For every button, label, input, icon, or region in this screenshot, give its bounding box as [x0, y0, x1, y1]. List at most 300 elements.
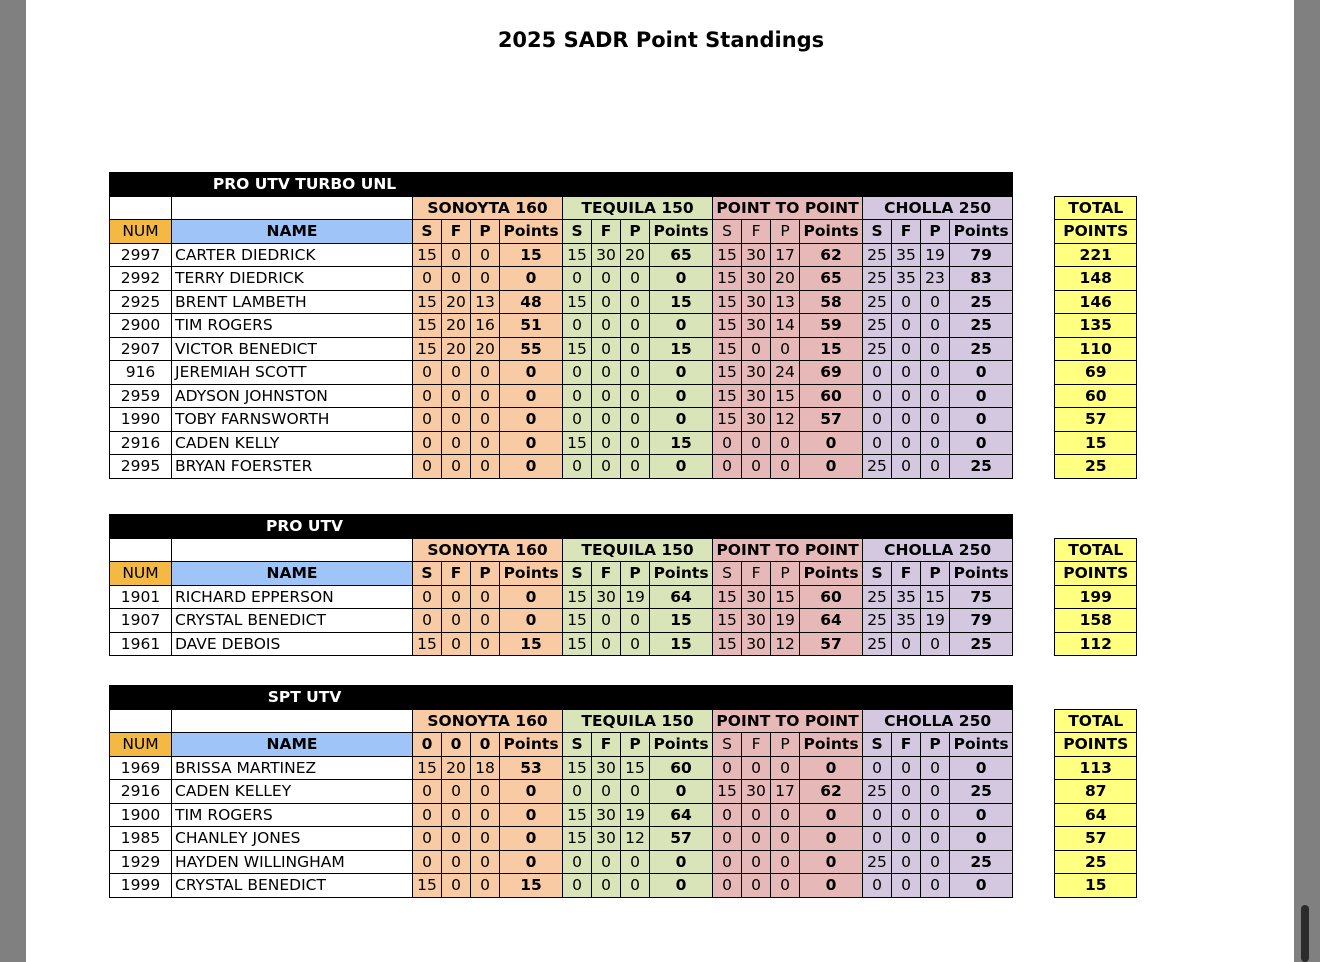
subheader-cell: S — [713, 733, 742, 757]
score-cell: 0 — [471, 267, 500, 291]
race-header: SONOYTA 160 — [413, 709, 563, 733]
subheader-cell: S — [713, 220, 742, 244]
race-header: CHOLLA 250 — [863, 196, 1013, 220]
total-cell: 113 — [1055, 756, 1137, 780]
score-cell: 0 — [442, 243, 471, 267]
score-cell: 0 — [471, 243, 500, 267]
score-cell: 0 — [413, 609, 442, 633]
total-cell: 15 — [1055, 431, 1137, 455]
score-cell: 19 — [621, 803, 650, 827]
points-cell: 25 — [950, 780, 1013, 804]
score-cell: 12 — [621, 827, 650, 851]
score-cell: 0 — [592, 609, 621, 633]
score-cell: 0 — [413, 431, 442, 455]
name-cell: CHANLEY JONES — [172, 827, 413, 851]
score-cell: 0 — [563, 267, 592, 291]
score-cell: 0 — [621, 850, 650, 874]
score-cell: 15 — [563, 756, 592, 780]
score-cell: 0 — [621, 609, 650, 633]
score-cell: 15 — [413, 632, 442, 656]
score-cell: 0 — [921, 314, 950, 338]
score-cell: 30 — [742, 609, 771, 633]
score-cell: 25 — [863, 850, 892, 874]
score-cell: 30 — [742, 243, 771, 267]
total-cell: 146 — [1055, 290, 1137, 314]
subheader-cell: P — [771, 562, 800, 586]
total-cell: 110 — [1055, 337, 1137, 361]
score-cell: 18 — [471, 756, 500, 780]
total-header: TOTAL — [1055, 196, 1137, 220]
score-cell: 0 — [892, 290, 921, 314]
score-cell: 0 — [713, 827, 742, 851]
score-cell: 30 — [592, 585, 621, 609]
score-cell: 0 — [771, 827, 800, 851]
points-cell: 15 — [650, 632, 713, 656]
score-cell: 0 — [771, 874, 800, 898]
name-cell: CRYSTAL BENEDICT — [172, 609, 413, 633]
score-cell: 15 — [413, 874, 442, 898]
points-cell: 0 — [800, 756, 863, 780]
score-cell: 0 — [471, 585, 500, 609]
score-cell: 15 — [713, 243, 742, 267]
score-cell: 15 — [563, 290, 592, 314]
score-cell: 0 — [413, 850, 442, 874]
points-cell: 15 — [650, 431, 713, 455]
score-cell: 0 — [442, 361, 471, 385]
standings-table — [109, 172, 1137, 479]
score-cell: 0 — [713, 756, 742, 780]
score-cell: 0 — [742, 850, 771, 874]
score-cell: 24 — [771, 361, 800, 385]
score-cell: 0 — [742, 431, 771, 455]
subheader-cell: F — [892, 733, 921, 757]
points-cell: 15 — [500, 243, 563, 267]
table-row — [110, 267, 1137, 291]
score-cell: 0 — [592, 384, 621, 408]
num-cell: 1961 — [110, 632, 172, 656]
points-cell: 60 — [650, 756, 713, 780]
points-cell: 25 — [950, 337, 1013, 361]
name-cell: TERRY DIEDRICK — [172, 267, 413, 291]
points-cell: 15 — [650, 609, 713, 633]
table-row — [110, 756, 1137, 780]
subheader-cell: F — [892, 562, 921, 586]
num-cell: 916 — [110, 361, 172, 385]
score-cell: 0 — [742, 337, 771, 361]
score-cell: 0 — [621, 314, 650, 338]
score-cell: 0 — [413, 267, 442, 291]
score-cell: 30 — [742, 267, 771, 291]
score-cell: 12 — [771, 632, 800, 656]
points-cell: 0 — [800, 827, 863, 851]
num-cell: 2900 — [110, 314, 172, 338]
score-cell: 0 — [921, 850, 950, 874]
num-cell: 2997 — [110, 243, 172, 267]
subheader-cell: F — [742, 220, 771, 244]
score-cell: 0 — [892, 337, 921, 361]
score-cell: 15 — [413, 290, 442, 314]
score-cell: 0 — [621, 780, 650, 804]
points-cell: 55 — [500, 337, 563, 361]
num-cell: 1985 — [110, 827, 172, 851]
score-cell: 20 — [771, 267, 800, 291]
subheader-cell: Points — [650, 562, 713, 586]
score-cell: 0 — [742, 874, 771, 898]
points-cell: 60 — [800, 585, 863, 609]
subheader-cell: F — [442, 562, 471, 586]
empty-cell — [110, 709, 172, 733]
score-cell: 25 — [863, 314, 892, 338]
points-cell: 75 — [950, 585, 1013, 609]
score-cell: 0 — [442, 408, 471, 432]
score-cell: 0 — [621, 874, 650, 898]
points-cell: 64 — [800, 609, 863, 633]
points-cell: 0 — [800, 874, 863, 898]
points-cell: 0 — [500, 384, 563, 408]
score-cell: 0 — [442, 609, 471, 633]
total-cell: 158 — [1055, 609, 1137, 633]
score-cell: 0 — [892, 850, 921, 874]
score-cell: 0 — [442, 431, 471, 455]
score-cell: 0 — [563, 850, 592, 874]
score-cell: 0 — [413, 384, 442, 408]
score-cell: 0 — [863, 431, 892, 455]
total-cell: 221 — [1055, 243, 1137, 267]
score-cell: 30 — [742, 408, 771, 432]
points-cell: 0 — [650, 408, 713, 432]
score-cell: 0 — [413, 803, 442, 827]
subheader-cell: F — [592, 220, 621, 244]
score-cell: 0 — [563, 874, 592, 898]
score-cell: 30 — [742, 290, 771, 314]
score-cell: 15 — [713, 361, 742, 385]
subheader-cell: S — [563, 562, 592, 586]
score-cell: 0 — [592, 314, 621, 338]
score-cell: 25 — [863, 780, 892, 804]
points-cell: 51 — [500, 314, 563, 338]
score-cell: 0 — [921, 431, 950, 455]
score-cell: 0 — [771, 431, 800, 455]
race-header: POINT TO POINT — [713, 196, 863, 220]
score-cell: 30 — [742, 314, 771, 338]
score-cell: 0 — [592, 408, 621, 432]
score-cell: 0 — [621, 632, 650, 656]
points-cell: 25 — [950, 632, 1013, 656]
num-header: NUM — [110, 733, 172, 757]
score-cell: 15 — [563, 337, 592, 361]
name-cell: CRYSTAL BENEDICT — [172, 874, 413, 898]
score-cell: 0 — [592, 874, 621, 898]
table-row — [110, 290, 1137, 314]
score-cell: 0 — [592, 361, 621, 385]
empty-cell — [172, 196, 413, 220]
title-bar — [500, 686, 1013, 710]
subheader-cell: F — [442, 220, 471, 244]
table-row — [110, 431, 1137, 455]
total-header: TOTAL — [1055, 709, 1137, 733]
table-row — [110, 243, 1137, 267]
subheader-cell: F — [742, 562, 771, 586]
empty-cell — [110, 538, 172, 562]
num-cell: 1929 — [110, 850, 172, 874]
score-cell: 0 — [621, 384, 650, 408]
score-cell: 13 — [471, 290, 500, 314]
points-cell: 64 — [650, 585, 713, 609]
subheader-cell: 0 — [413, 733, 442, 757]
score-cell: 0 — [563, 314, 592, 338]
subheader-cell: F — [592, 733, 621, 757]
total-cell: 25 — [1055, 850, 1137, 874]
total-cell: 57 — [1055, 827, 1137, 851]
score-cell: 25 — [863, 455, 892, 479]
num-cell: 2916 — [110, 431, 172, 455]
points-cell: 57 — [800, 408, 863, 432]
points-cell: 0 — [800, 431, 863, 455]
num-cell: 1999 — [110, 874, 172, 898]
subheader-cell: 0 — [442, 733, 471, 757]
total-cell: 87 — [1055, 780, 1137, 804]
score-cell: 0 — [592, 850, 621, 874]
subheader-cell: Points — [950, 733, 1013, 757]
score-cell: 0 — [621, 361, 650, 385]
score-cell: 0 — [563, 384, 592, 408]
score-cell: 0 — [863, 874, 892, 898]
empty-cell — [172, 538, 413, 562]
num-cell: 2916 — [110, 780, 172, 804]
table-row — [110, 874, 1137, 898]
score-cell: 0 — [921, 756, 950, 780]
score-cell: 0 — [471, 874, 500, 898]
score-cell: 20 — [471, 337, 500, 361]
score-cell: 15 — [563, 585, 592, 609]
table-row — [110, 632, 1137, 656]
score-cell: 15 — [771, 585, 800, 609]
total-cell: 135 — [1055, 314, 1137, 338]
score-cell: 0 — [921, 455, 950, 479]
subheader-cell: S — [413, 562, 442, 586]
points-cell: 0 — [800, 803, 863, 827]
subheader-cell: P — [471, 220, 500, 244]
points-cell: 60 — [800, 384, 863, 408]
score-cell: 0 — [742, 803, 771, 827]
name-cell: VICTOR BENEDICT — [172, 337, 413, 361]
table-row — [110, 780, 1137, 804]
subheader-cell: P — [921, 733, 950, 757]
score-cell: 35 — [892, 267, 921, 291]
score-cell: 0 — [442, 455, 471, 479]
name-cell: HAYDEN WILLINGHAM — [172, 850, 413, 874]
race-header: SONOYTA 160 — [413, 196, 563, 220]
race-header: POINT TO POINT — [713, 538, 863, 562]
standings-table — [109, 514, 1137, 656]
score-cell: 0 — [921, 361, 950, 385]
score-cell: 0 — [742, 455, 771, 479]
score-cell: 15 — [713, 337, 742, 361]
points-cell: 25 — [950, 314, 1013, 338]
total-header: POINTS — [1055, 733, 1137, 757]
name-cell: CADEN KELLY — [172, 431, 413, 455]
score-cell: 15 — [713, 780, 742, 804]
score-cell: 0 — [621, 408, 650, 432]
score-cell: 0 — [892, 384, 921, 408]
points-cell: 15 — [500, 874, 563, 898]
name-header: NAME — [172, 733, 413, 757]
score-cell: 19 — [621, 585, 650, 609]
num-cell: 2995 — [110, 455, 172, 479]
score-cell: 15 — [713, 290, 742, 314]
num-cell: 1969 — [110, 756, 172, 780]
points-cell: 59 — [800, 314, 863, 338]
score-cell: 0 — [563, 408, 592, 432]
points-cell: 0 — [500, 609, 563, 633]
class-title: PRO UTV — [110, 515, 500, 539]
score-cell: 25 — [863, 243, 892, 267]
score-cell: 12 — [771, 408, 800, 432]
points-cell: 0 — [500, 267, 563, 291]
subheader-cell: Points — [950, 220, 1013, 244]
score-cell: 0 — [863, 408, 892, 432]
points-cell: 0 — [950, 384, 1013, 408]
score-cell: 30 — [742, 384, 771, 408]
num-cell: 2907 — [110, 337, 172, 361]
points-cell: 0 — [650, 384, 713, 408]
score-cell: 0 — [471, 455, 500, 479]
score-cell: 15 — [713, 314, 742, 338]
score-cell: 35 — [892, 609, 921, 633]
score-cell: 30 — [592, 243, 621, 267]
table-row — [110, 361, 1137, 385]
subheader-cell: F — [592, 562, 621, 586]
points-cell: 0 — [800, 850, 863, 874]
score-cell: 17 — [771, 780, 800, 804]
points-cell: 0 — [500, 803, 563, 827]
score-cell: 30 — [592, 803, 621, 827]
points-cell: 65 — [650, 243, 713, 267]
score-cell: 0 — [471, 827, 500, 851]
name-cell: BRISSA MARTINEZ — [172, 756, 413, 780]
score-cell: 0 — [442, 384, 471, 408]
score-cell: 0 — [413, 408, 442, 432]
score-cell: 15 — [713, 408, 742, 432]
score-cell: 0 — [621, 290, 650, 314]
total-header: TOTAL — [1055, 538, 1137, 562]
score-cell: 19 — [771, 609, 800, 633]
score-cell: 15 — [713, 384, 742, 408]
name-cell: BRENT LAMBETH — [172, 290, 413, 314]
score-cell: 0 — [413, 455, 442, 479]
points-cell: 0 — [650, 314, 713, 338]
score-cell: 30 — [742, 585, 771, 609]
table-row — [110, 455, 1137, 479]
subheader-cell: S — [863, 733, 892, 757]
score-cell: 25 — [863, 267, 892, 291]
points-cell: 15 — [650, 290, 713, 314]
table-row — [110, 850, 1137, 874]
score-cell: 0 — [413, 827, 442, 851]
score-cell: 0 — [892, 780, 921, 804]
score-cell: 0 — [863, 756, 892, 780]
points-cell: 65 — [800, 267, 863, 291]
subheader-cell: Points — [800, 220, 863, 244]
score-cell: 0 — [471, 803, 500, 827]
score-cell: 0 — [921, 803, 950, 827]
points-cell: 0 — [500, 827, 563, 851]
table-row — [110, 337, 1137, 361]
points-cell: 0 — [650, 874, 713, 898]
points-cell: 0 — [950, 803, 1013, 827]
race-header: POINT TO POINT — [713, 709, 863, 733]
subheader-cell: S — [713, 562, 742, 586]
score-cell: 0 — [713, 455, 742, 479]
score-cell: 16 — [471, 314, 500, 338]
points-cell: 0 — [650, 455, 713, 479]
subheader-cell: S — [863, 220, 892, 244]
race-header: TEQUILA 150 — [563, 196, 713, 220]
score-cell: 25 — [863, 632, 892, 656]
subheader-cell: S — [563, 733, 592, 757]
subheader-cell: S — [563, 220, 592, 244]
score-cell: 0 — [892, 756, 921, 780]
score-cell: 15 — [563, 609, 592, 633]
total-header: POINTS — [1055, 562, 1137, 586]
points-cell: 0 — [500, 850, 563, 874]
score-cell: 0 — [892, 874, 921, 898]
name-header: NAME — [172, 220, 413, 244]
score-cell: 0 — [771, 803, 800, 827]
subheader-cell: Points — [650, 733, 713, 757]
score-cell: 15 — [713, 585, 742, 609]
score-cell: 0 — [892, 632, 921, 656]
scrollbar-thumb[interactable] — [1301, 905, 1309, 962]
score-cell: 0 — [413, 361, 442, 385]
score-cell: 0 — [863, 384, 892, 408]
score-cell: 0 — [471, 632, 500, 656]
total-cell: 69 — [1055, 361, 1137, 385]
subheader-cell: P — [771, 220, 800, 244]
score-cell: 0 — [413, 780, 442, 804]
subheader-cell: P — [621, 733, 650, 757]
page-title: 2025 SADR Point Standings — [497, 28, 825, 52]
score-cell: 0 — [563, 361, 592, 385]
race-header: CHOLLA 250 — [863, 538, 1013, 562]
score-cell: 0 — [471, 850, 500, 874]
score-cell: 35 — [892, 243, 921, 267]
score-cell: 0 — [921, 337, 950, 361]
race-header: TEQUILA 150 — [563, 538, 713, 562]
points-cell: 15 — [650, 337, 713, 361]
subheader-cell: Points — [500, 220, 563, 244]
table-row — [110, 408, 1137, 432]
points-cell: 58 — [800, 290, 863, 314]
score-cell: 0 — [921, 290, 950, 314]
points-cell: 0 — [650, 361, 713, 385]
score-cell: 0 — [892, 431, 921, 455]
name-cell: RICHARD EPPERSON — [172, 585, 413, 609]
score-cell: 15 — [413, 243, 442, 267]
score-cell: 0 — [742, 827, 771, 851]
points-cell: 0 — [650, 850, 713, 874]
race-header: TEQUILA 150 — [563, 709, 713, 733]
score-cell: 0 — [592, 337, 621, 361]
score-cell: 0 — [563, 455, 592, 479]
score-cell: 0 — [471, 408, 500, 432]
points-cell: 0 — [500, 585, 563, 609]
score-cell: 0 — [471, 780, 500, 804]
subheader-cell: Points — [800, 733, 863, 757]
points-cell: 53 — [500, 756, 563, 780]
points-cell: 0 — [950, 431, 1013, 455]
name-cell: TIM ROGERS — [172, 803, 413, 827]
